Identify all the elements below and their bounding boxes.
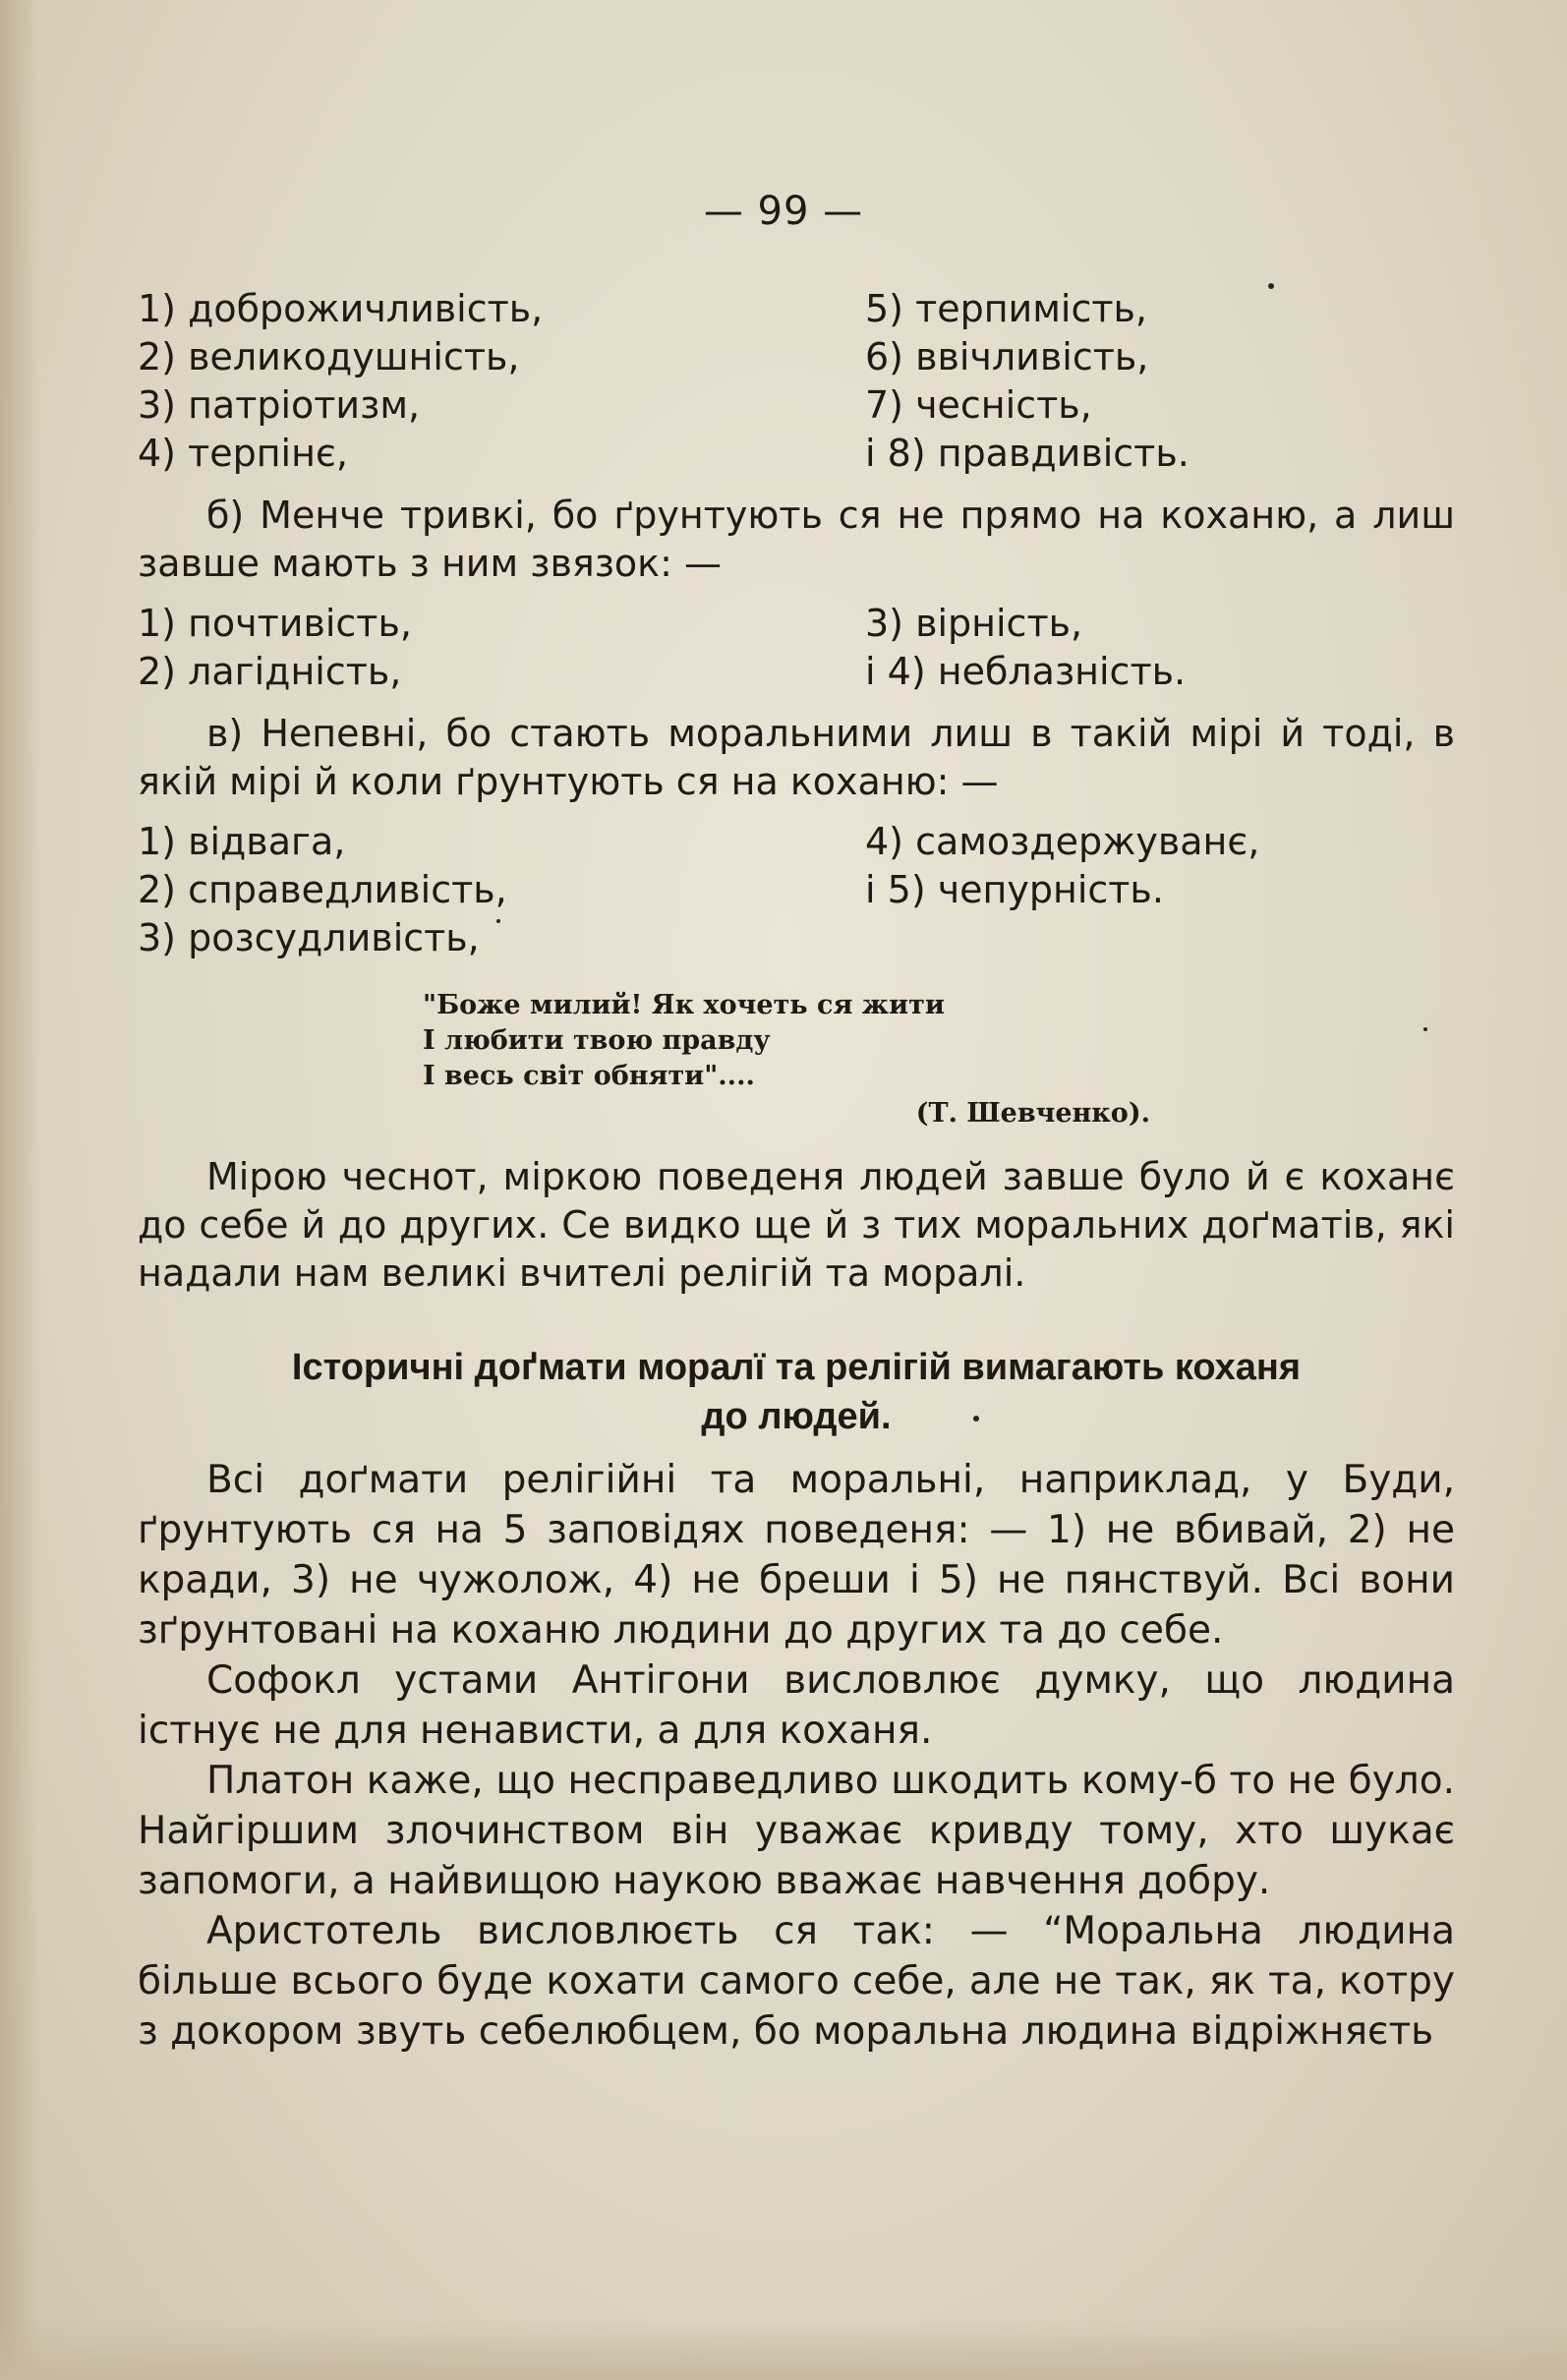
- list-item: 3) розсудливість,: [138, 916, 480, 959]
- list-c-right: [865, 818, 1455, 962]
- paper-speck: [973, 1416, 979, 1422]
- list-item: 6) ввічливість,: [865, 335, 1149, 378]
- quote-line: "Боже милий! Як хочеть ся жити: [423, 990, 945, 1020]
- list-item: 1) відвага,: [138, 820, 346, 863]
- list-a: [138, 285, 1455, 478]
- list-a-left: [138, 285, 845, 478]
- page-content: [138, 285, 1455, 2057]
- quote-author: (Т. Шевченко).: [915, 1098, 1150, 1129]
- list-b-right: [865, 600, 1455, 696]
- list-item: і 5) чепурність.: [865, 868, 1164, 911]
- paragraph-c: в) Непевні, бо стають моральними лиш в такій мірі й тоді, в якій мірі й коли ґрунтують ся на коханю: —: [138, 712, 1455, 803]
- list-item: 1) доброжичливість,: [138, 287, 544, 330]
- main-paragraphs: [138, 1455, 1455, 2057]
- list-item: 4) самоздержуванє,: [865, 820, 1260, 863]
- list-item: і 4) неблазність.: [865, 650, 1187, 693]
- list-c-left: [138, 818, 845, 962]
- paragraph-b: б) Менче тривкі, бо ґрунтують ся не прямо на коханю, а лиш завше мають з ним звязок: —: [138, 493, 1455, 585]
- list-item: 5) терпимість,: [865, 287, 1147, 330]
- heading-line: Історичні доґмати моралї та релігій вимагають коханя: [291, 1347, 1302, 1388]
- list-c: [138, 818, 1455, 962]
- paragraph: Всі доґмати релігійні та моральні, наприклад, у Буди, ґрунтують ся на 5 заповідях поведеня: — 1) не вбивай, 2) не кради, 3) не чужолож, 4) не бреши і 5) не пянствуй. Всі вони зґрунтовані на коханю людини до других та до себе.: [138, 1458, 1455, 1653]
- quote-line: І любити твою правду: [423, 1025, 771, 1056]
- paragraph: Софокл устами Антігони висловлює думку, що людина істнує не для ненависти, а для коханя.: [138, 1658, 1455, 1753]
- list-item: 2) великодушніcть,: [138, 335, 520, 378]
- page-number: — 99 —: [703, 189, 864, 234]
- quote-line: І весь світ обняти"....: [423, 1061, 755, 1091]
- list-item: 2) справедливість,: [138, 868, 507, 911]
- paper-speck: [1423, 1027, 1427, 1031]
- paragraph: Платон каже, що несправедливо шкодить кому-б то не було. Найгіршим злочинством він уважає кривду тому, хто шукає запомоги, а найвищою наукою вважає навчення добру.: [138, 1759, 1455, 1903]
- list-item: 1) почтивість,: [138, 602, 412, 645]
- list-item: 2) лагідність,: [138, 650, 402, 693]
- list-item: 3) патріотизм,: [138, 383, 421, 427]
- list-item: і 8) правдивість.: [865, 432, 1190, 475]
- paper-speck: [1268, 283, 1274, 289]
- paragraph-measure: Мірою чеснот, міркою поведеня людей завше було й є коханє до себе й до других. Се видко ще й з тих моральних доґматів, які надали нам великі вчителі релігій та моралі.: [138, 1155, 1455, 1295]
- list-item: 7) чесність,: [865, 383, 1092, 427]
- heading-line: до людей.: [701, 1396, 892, 1437]
- list-item: 4) терпінє,: [138, 432, 348, 475]
- section-heading: [138, 1343, 1455, 1441]
- paragraph: Аристотель висловлюєть ся так: — “Моральна людина більше всього буде кохати самого себе, але не так, як та, котру з докором звуть себелюбцем, бо моральна людина відріжняєть: [138, 1909, 1455, 2054]
- list-b: [138, 600, 1455, 696]
- page-bottom-shadow: [0, 2321, 1567, 2380]
- list-a-right: [865, 285, 1455, 478]
- page-edge-shadow: [0, 0, 39, 2380]
- list-item: 3) вірність,: [865, 602, 1083, 645]
- paper-speck: [496, 919, 500, 923]
- list-b-left: [138, 600, 845, 696]
- poem-quote: [423, 988, 1455, 1094]
